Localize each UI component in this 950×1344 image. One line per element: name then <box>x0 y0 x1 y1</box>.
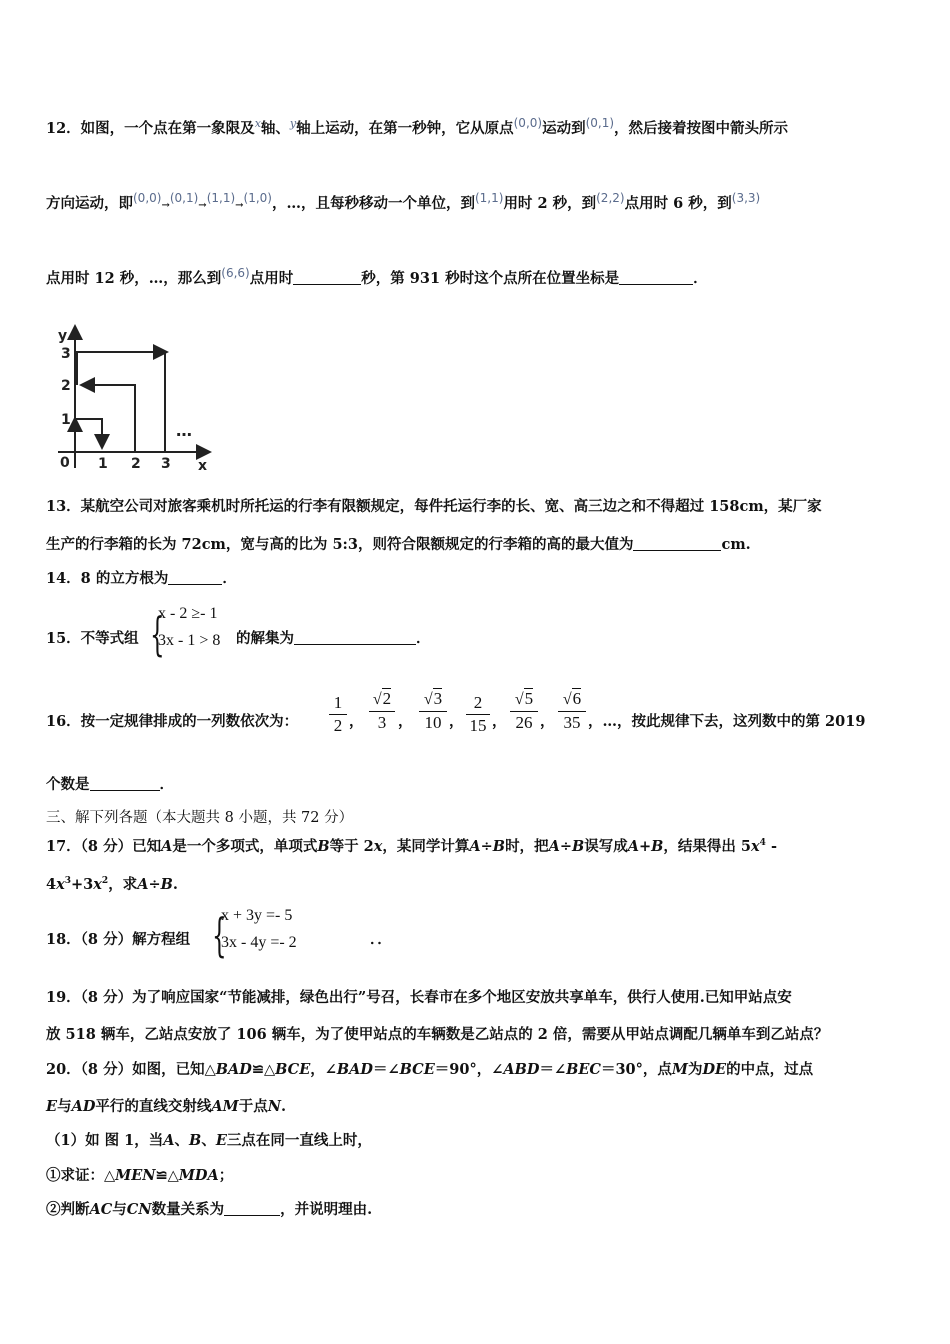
q12-line1 <box>46 113 910 139</box>
text: ＝90°，∠ <box>434 1061 504 1078</box>
q15-tail <box>236 629 910 649</box>
sqrt-sign: √ <box>423 691 433 708</box>
text: ①求证：△ <box>46 1167 116 1184</box>
brace: { <box>150 607 165 661</box>
path-arrow <box>75 419 102 446</box>
var: MDA <box>178 1167 219 1184</box>
coord: (0,0) <box>513 116 543 130</box>
var-x: x <box>254 117 261 130</box>
origin-label: 0 <box>60 455 70 471</box>
text: 运动到 <box>542 120 586 137</box>
text: 点用时 6 秒，到 <box>624 195 732 212</box>
denominator: 3 <box>369 711 395 734</box>
var: ABD <box>503 1061 540 1078</box>
text: 个数是 <box>46 776 90 793</box>
q13-line1: 13．某航空公司对旅客乘机时所托运的行李有限额规定，每件托运行李的长、宽、高三边之和不得超过 158cm，某厂家 <box>46 498 822 515</box>
text: ． <box>222 570 237 587</box>
var: AM <box>211 1098 239 1115</box>
y-tick-label: 3 <box>61 346 71 362</box>
fraction-3 <box>419 688 447 734</box>
answer-blank[interactable] <box>619 270 693 285</box>
ineq-row1: x - 2 ≥- 1 <box>158 605 218 622</box>
q20-line3 <box>46 1131 910 1151</box>
text: 的解集为 <box>236 630 294 647</box>
q17-line2 <box>46 871 910 895</box>
text: ，结果得出 5 <box>663 837 752 855</box>
equation-row2: 3x - 4y =- 2 <box>221 934 297 951</box>
var: BCE <box>275 1061 311 1078</box>
text: ，…，且每秒移动一个单位，到 <box>271 195 475 212</box>
ineq-row2: 3x - 1 > 8 <box>158 632 221 649</box>
q20-line5 <box>46 1200 910 1220</box>
exponent: 4 <box>759 838 766 848</box>
denominator: 10 <box>419 711 447 734</box>
coord: (1,1) <box>206 191 236 205</box>
q19-line2: 放 518 辆车，乙站点安放了 106 辆车，为了使甲站点的车辆数是乙站点的 2 倍，需要从甲站点调配几辆单车到乙站点？ <box>46 1026 829 1043</box>
fraction-6 <box>558 688 586 734</box>
text: ． <box>159 776 174 793</box>
var: BAD <box>215 1061 252 1078</box>
text: 方向运动，即 <box>46 195 133 212</box>
text: 用时 2 秒，到 <box>503 195 597 212</box>
text: 为 <box>687 1061 703 1078</box>
text: ，并说明理由. <box>280 1201 373 1218</box>
var: BEC <box>566 1061 601 1078</box>
numerator: 5 <box>524 689 534 708</box>
fraction-2 <box>369 688 395 734</box>
var: E <box>46 1098 58 1115</box>
text: . <box>280 1098 287 1115</box>
answer-blank[interactable] <box>294 630 416 645</box>
var: N <box>267 1098 281 1115</box>
coord: (0,0) <box>133 191 162 205</box>
q20-line2 <box>46 1097 910 1117</box>
q17-line1 <box>46 833 910 857</box>
text: - <box>765 837 778 855</box>
brace: { <box>212 908 227 962</box>
arrow: → <box>235 200 244 211</box>
text: 与 <box>57 1098 72 1115</box>
comma: ， <box>449 713 464 730</box>
comma: ， <box>492 713 507 730</box>
text: 轴、 <box>260 120 290 137</box>
text: ，然后接着按图中箭头所示 <box>614 120 789 137</box>
var: BAD <box>336 1061 373 1078</box>
x-axis-label: x <box>198 458 208 474</box>
var: x <box>373 837 383 855</box>
exponent: 2 <box>101 876 109 886</box>
y-tick-label: 1 <box>61 412 71 428</box>
text: 4 <box>46 875 57 893</box>
text: ≌△ <box>155 1167 179 1184</box>
fraction-4 <box>466 692 490 737</box>
fraction-5 <box>510 688 538 734</box>
text: . <box>172 875 178 893</box>
coord: (0,1) <box>169 191 199 205</box>
coord: (3,3) <box>731 191 761 205</box>
comma: ， <box>398 713 413 730</box>
var: AC <box>89 1201 113 1218</box>
q13-line2 <box>46 535 910 555</box>
text: 是一个多项式，单项式 <box>172 837 318 855</box>
text: 15．不等式组 <box>46 630 139 647</box>
text: ②判断 <box>46 1201 90 1218</box>
text: ． <box>693 270 708 287</box>
text: 、 <box>174 1132 190 1149</box>
text: ＝30°，点 <box>600 1061 672 1078</box>
q18-line: 18．（8 分）解方程组 <box>46 931 191 948</box>
text: 17．（8 分）已知 <box>46 837 162 855</box>
text: +3 <box>71 875 94 893</box>
sqrt-sign: √ <box>372 691 382 708</box>
text: 点用时 <box>249 270 294 287</box>
var-y: y <box>289 117 297 130</box>
text: 14．8 的立方根为 <box>46 570 169 587</box>
coord: (2,2) <box>596 191 625 205</box>
text: cm. <box>721 536 751 553</box>
var: BCE <box>399 1061 435 1078</box>
text: 误写成 <box>584 837 628 855</box>
text: 等于 2 <box>329 837 374 855</box>
answer-blank[interactable] <box>224 1201 280 1216</box>
text: 的中点，过点 <box>726 1061 814 1078</box>
text: ≌△ <box>251 1061 276 1078</box>
numerator: 6 <box>572 689 582 708</box>
q12-line3 <box>46 263 910 289</box>
q16-prefix: 16．按一定规律排成的一列数依次为： <box>46 713 299 730</box>
answer-blank[interactable] <box>90 776 160 791</box>
text: 数量关系为 <box>151 1201 225 1218</box>
y-tick-label: 2 <box>61 378 71 394</box>
text: 时，把 <box>505 837 549 855</box>
equation-row1: x + 3y =- 5 <box>221 907 293 924</box>
numerator: 2 <box>382 689 392 708</box>
var: A <box>161 837 173 855</box>
numerator: 3 <box>433 689 443 708</box>
var: M <box>671 1061 688 1078</box>
sqrt-sign: √ <box>514 691 524 708</box>
var: E <box>215 1132 227 1149</box>
path-arrow <box>77 352 165 385</box>
continuation-dots: … <box>176 421 192 440</box>
dots: ．． <box>370 931 392 948</box>
coord: (1,1) <box>474 191 504 205</box>
coord: (6,6) <box>221 266 250 280</box>
expr: A+B <box>627 837 664 855</box>
denominator: 35 <box>558 711 586 734</box>
var: CN <box>126 1201 152 1218</box>
sqrt-sign: √ <box>562 691 572 708</box>
q16-suffix: ，…，按此规律下去，这列数中的第 2019 <box>588 713 866 730</box>
expr: A÷B <box>548 837 585 855</box>
text: 、 <box>201 1132 216 1149</box>
answer-blank[interactable] <box>293 270 361 285</box>
denominator: 15 <box>466 714 490 737</box>
text: ，∠ <box>310 1061 337 1078</box>
x-tick-label: 3 <box>161 456 171 472</box>
var: x <box>93 875 102 893</box>
coord: (1,0) <box>243 191 272 205</box>
exponent: 3 <box>64 876 72 886</box>
section-title: 三、解下列各题（本大题共 8 小题，共 72 分） <box>46 810 354 826</box>
var: x <box>751 837 760 855</box>
q20-line1 <box>46 1060 910 1080</box>
text: 12．如图，一个点在第一象限及 <box>46 120 255 137</box>
expr: A÷B <box>469 837 506 855</box>
denominator: 26 <box>510 711 538 734</box>
text: 与 <box>112 1201 127 1218</box>
q12-line2 <box>46 188 910 216</box>
coord: (0,1) <box>585 116 615 130</box>
var: B <box>317 837 330 855</box>
text: ． <box>416 630 431 647</box>
q19-line1: 19．（8 分）为了响应国家“节能减排，绿色出行”号召，长春市在多个地区安放共享单车，供行人使用.已知甲站点安 <box>46 989 792 1006</box>
text: 秒，第 931 秒时这个点所在位置坐标是 <box>361 270 620 287</box>
numerator: 2 <box>473 693 483 712</box>
var: AD <box>71 1098 96 1115</box>
y-axis-label: y <box>58 328 68 344</box>
text: 平行的直线交射线 <box>95 1098 212 1115</box>
var: DE <box>702 1061 727 1078</box>
comma: ， <box>540 713 555 730</box>
text: ＝∠ <box>539 1061 567 1078</box>
answer-blank[interactable] <box>168 570 222 585</box>
text: 点用时 12 秒，…，那么到 <box>46 270 222 287</box>
text: 生产的行李箱的长为 72cm，宽与高的比为 5:3，则符合限额规定的行李箱的高的最大值为 <box>46 536 634 553</box>
text: ，某同学计算 <box>382 837 470 855</box>
text: 20．（8 分）如图，已知△ <box>46 1061 216 1078</box>
x-tick-label: 1 <box>98 456 108 472</box>
var: A <box>163 1132 175 1149</box>
answer-blank[interactable] <box>633 536 721 551</box>
var: MEN <box>115 1167 156 1184</box>
arrow: → <box>161 200 170 211</box>
var: B <box>189 1132 202 1149</box>
q20-line4 <box>46 1166 910 1186</box>
var: x <box>56 875 65 893</box>
text: （1）如 图 1，当 <box>46 1132 164 1149</box>
text: ，求 <box>108 875 138 893</box>
x-tick-label: 2 <box>131 456 141 472</box>
fraction-1 <box>329 692 347 737</box>
arrow: → <box>198 200 207 211</box>
text: 三点在同一直线上时， <box>226 1132 372 1149</box>
q16-line2 <box>46 775 910 795</box>
denominator: 2 <box>329 714 347 737</box>
numerator: 1 <box>333 693 343 712</box>
text: 轴上运动，在第一秒钟，它从原点 <box>296 120 514 137</box>
expr: A÷B <box>137 875 173 893</box>
comma: ， <box>349 713 364 730</box>
q12-figure <box>50 318 220 478</box>
q14-line <box>46 569 910 589</box>
text: 于点 <box>238 1098 268 1115</box>
text: ＝∠ <box>373 1061 400 1078</box>
text: ； <box>218 1167 234 1184</box>
